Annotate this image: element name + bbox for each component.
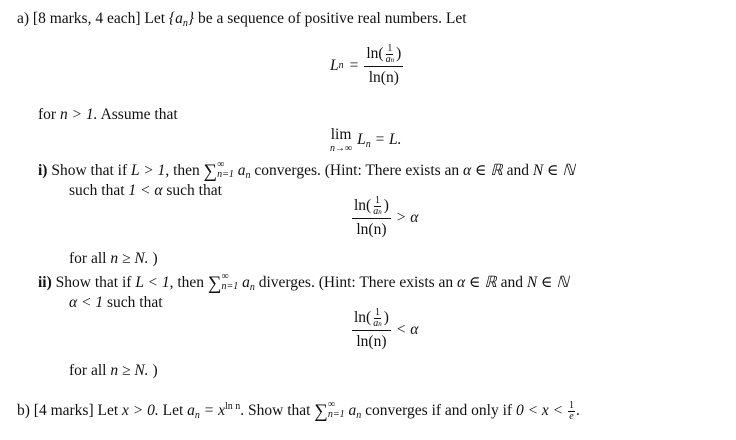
assume-line: for n > 1. Assume that [38, 106, 178, 123]
limit-expression: lim n→∞ $L_n = L$. [330, 126, 402, 154]
ln-definition: L n = ln( $\frac{1}{an}$ ) ln(n) [330, 43, 402, 86]
part-a-marks: [8 marks, 4 each] [32, 10, 141, 27]
part-ii-line1: ii) Show that if L < 1, then ∑ ∞ n=1 $a_n$ diverges. (Hint: There exists an α ∈ ℝ and N ∈ ℕ [38, 271, 569, 294]
intro-rest: be a sequence of positive real numbers. Let [197, 10, 467, 27]
part-i-tail: for all n ≥ N. ) [69, 250, 158, 267]
part-i-line2: such that 1 < α such that [69, 182, 222, 199]
part-b-label: b) [17, 402, 30, 419]
part-ii-label: ii) [38, 274, 52, 291]
sequence-set: $\{a_n\}$ [168, 10, 195, 29]
part-i-inequality: ln( $\frac{1}{an}$ ) ln(n) > α [354, 195, 419, 238]
part-ii-inequality: ln( $\frac{1}{an}$ ) ln(n) < α [354, 307, 419, 350]
intro-let: Let [144, 10, 166, 27]
part-ii-line2: α < 1 such that [69, 294, 163, 311]
part-b-line: b) [4 marks] Let x > 0. Let $a_n = x^{ln n}$. Show that ∑ ∞ n=1 $a_n$ converges if and only if 0 < x < $\frac{1}{e}$ . [17, 399, 580, 422]
part-a-label: a) [17, 10, 30, 27]
part-ii-tail: for all n ≥ N. ) [69, 362, 158, 379]
part-b-marks: [4 marks] [33, 402, 94, 419]
ln-fraction: ln( $\frac{1}{an}$ ) ln(n) [366, 43, 402, 86]
part-a-header [17, 10, 467, 33]
part-i-label: i) [38, 162, 48, 179]
part-i-line1: i) Show that if L > 1, then ∑ ∞ n=1 $a_n$ converges. (Hint: There exists an α ∈ ℝ and N ∈ ℕ [38, 159, 575, 182]
